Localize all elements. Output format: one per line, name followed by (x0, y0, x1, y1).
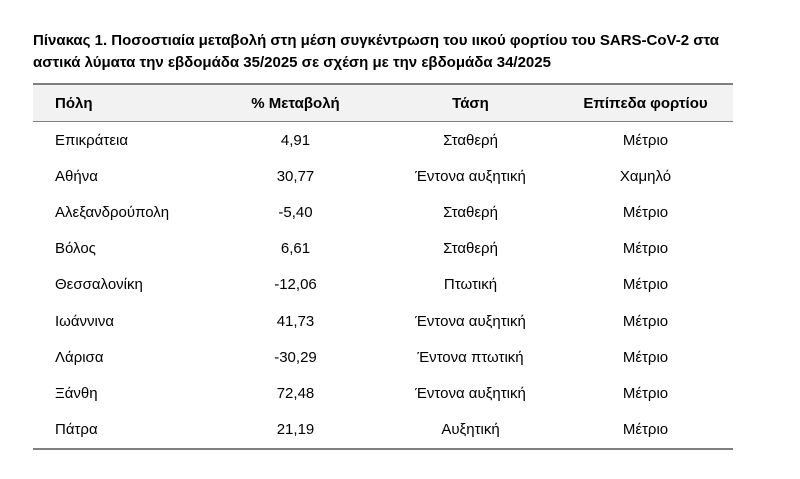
table-body (33, 122, 733, 449)
data-table (33, 83, 733, 450)
cell-trend: Σταθερή (443, 240, 498, 258)
caption-line-1: Πίνακας 1. Ποσοστιαία μεταβολή στη μέση συγκέντρωση του ιικού φορτίου του SARS-CoV-2 στα (33, 32, 719, 49)
cell-change: 21,19 (208, 412, 383, 449)
cell-city: Αθήνα (55, 167, 98, 185)
header-load-level: Επίπεδα φορτίου (558, 84, 733, 122)
cell-city: Λάρισα (55, 348, 104, 366)
cell-load-level: Χαμηλό (619, 167, 672, 185)
header-trend: Τάση (383, 84, 558, 122)
cell-trend: Πτωτική (443, 276, 498, 294)
cell-trend: Έντονα αυξητική (415, 384, 526, 402)
cell-change: -30,29 (274, 348, 317, 366)
cell-load-level: Μέτριο (622, 348, 669, 366)
table-row (33, 412, 733, 449)
table-header (33, 84, 733, 122)
cell-load-level: Μέτριο (622, 240, 669, 258)
cell-trend: Έντονα αυξητική (415, 312, 526, 330)
header-row (33, 84, 733, 122)
cell-city: Αλεξανδρούπολη (55, 203, 170, 221)
cell-change: -12,06 (274, 276, 317, 294)
cell-city: Πάτρα (33, 412, 208, 449)
cell-load-level: Μέτριο (622, 131, 669, 149)
table-row (33, 194, 733, 230)
cell-trend: Έντονα πτωτική (417, 348, 524, 366)
cell-city: Βόλος (55, 240, 96, 258)
cell-trend: Σταθερή (443, 131, 498, 149)
table-row (33, 267, 733, 303)
table-row (33, 303, 733, 339)
cell-trend: Σταθερή (443, 203, 498, 221)
cell-change: 41,73 (276, 312, 315, 330)
cell-change: 72,48 (276, 384, 315, 402)
cell-load-level: Μέτριο (622, 312, 669, 330)
table-row (33, 231, 733, 267)
cell-load-level: Μέτριο (622, 203, 669, 221)
table-row (33, 375, 733, 411)
cell-city: Θεσσαλονίκη (55, 276, 143, 294)
cell-city: Ξάνθη (55, 384, 98, 402)
table-caption (33, 30, 773, 74)
cell-city: Επικράτεια (55, 131, 129, 149)
table-row (33, 122, 733, 159)
cell-load-level: Μέτριο (622, 384, 669, 402)
header-change: % Μεταβολή (208, 84, 383, 122)
cell-trend: Αυξητική (383, 412, 558, 449)
cell-load-level: Μέτριο (558, 412, 733, 449)
table-row (33, 339, 733, 375)
cell-change: 4,91 (280, 131, 311, 149)
caption-line-2: αστικά λύματα την εβδομάδα 35/2025 σε σχέση με την εβδομάδα 34/2025 (33, 54, 551, 71)
cell-load-level: Μέτριο (622, 276, 669, 294)
table-row (33, 158, 733, 194)
cell-city: Ιωάννινα (55, 312, 115, 330)
header-city: Πόλη (33, 84, 208, 122)
cell-change: 30,77 (276, 167, 315, 185)
cell-change: -5,40 (278, 203, 313, 221)
cell-trend: Έντονα αυξητική (415, 167, 526, 185)
cell-change: 6,61 (280, 240, 311, 258)
